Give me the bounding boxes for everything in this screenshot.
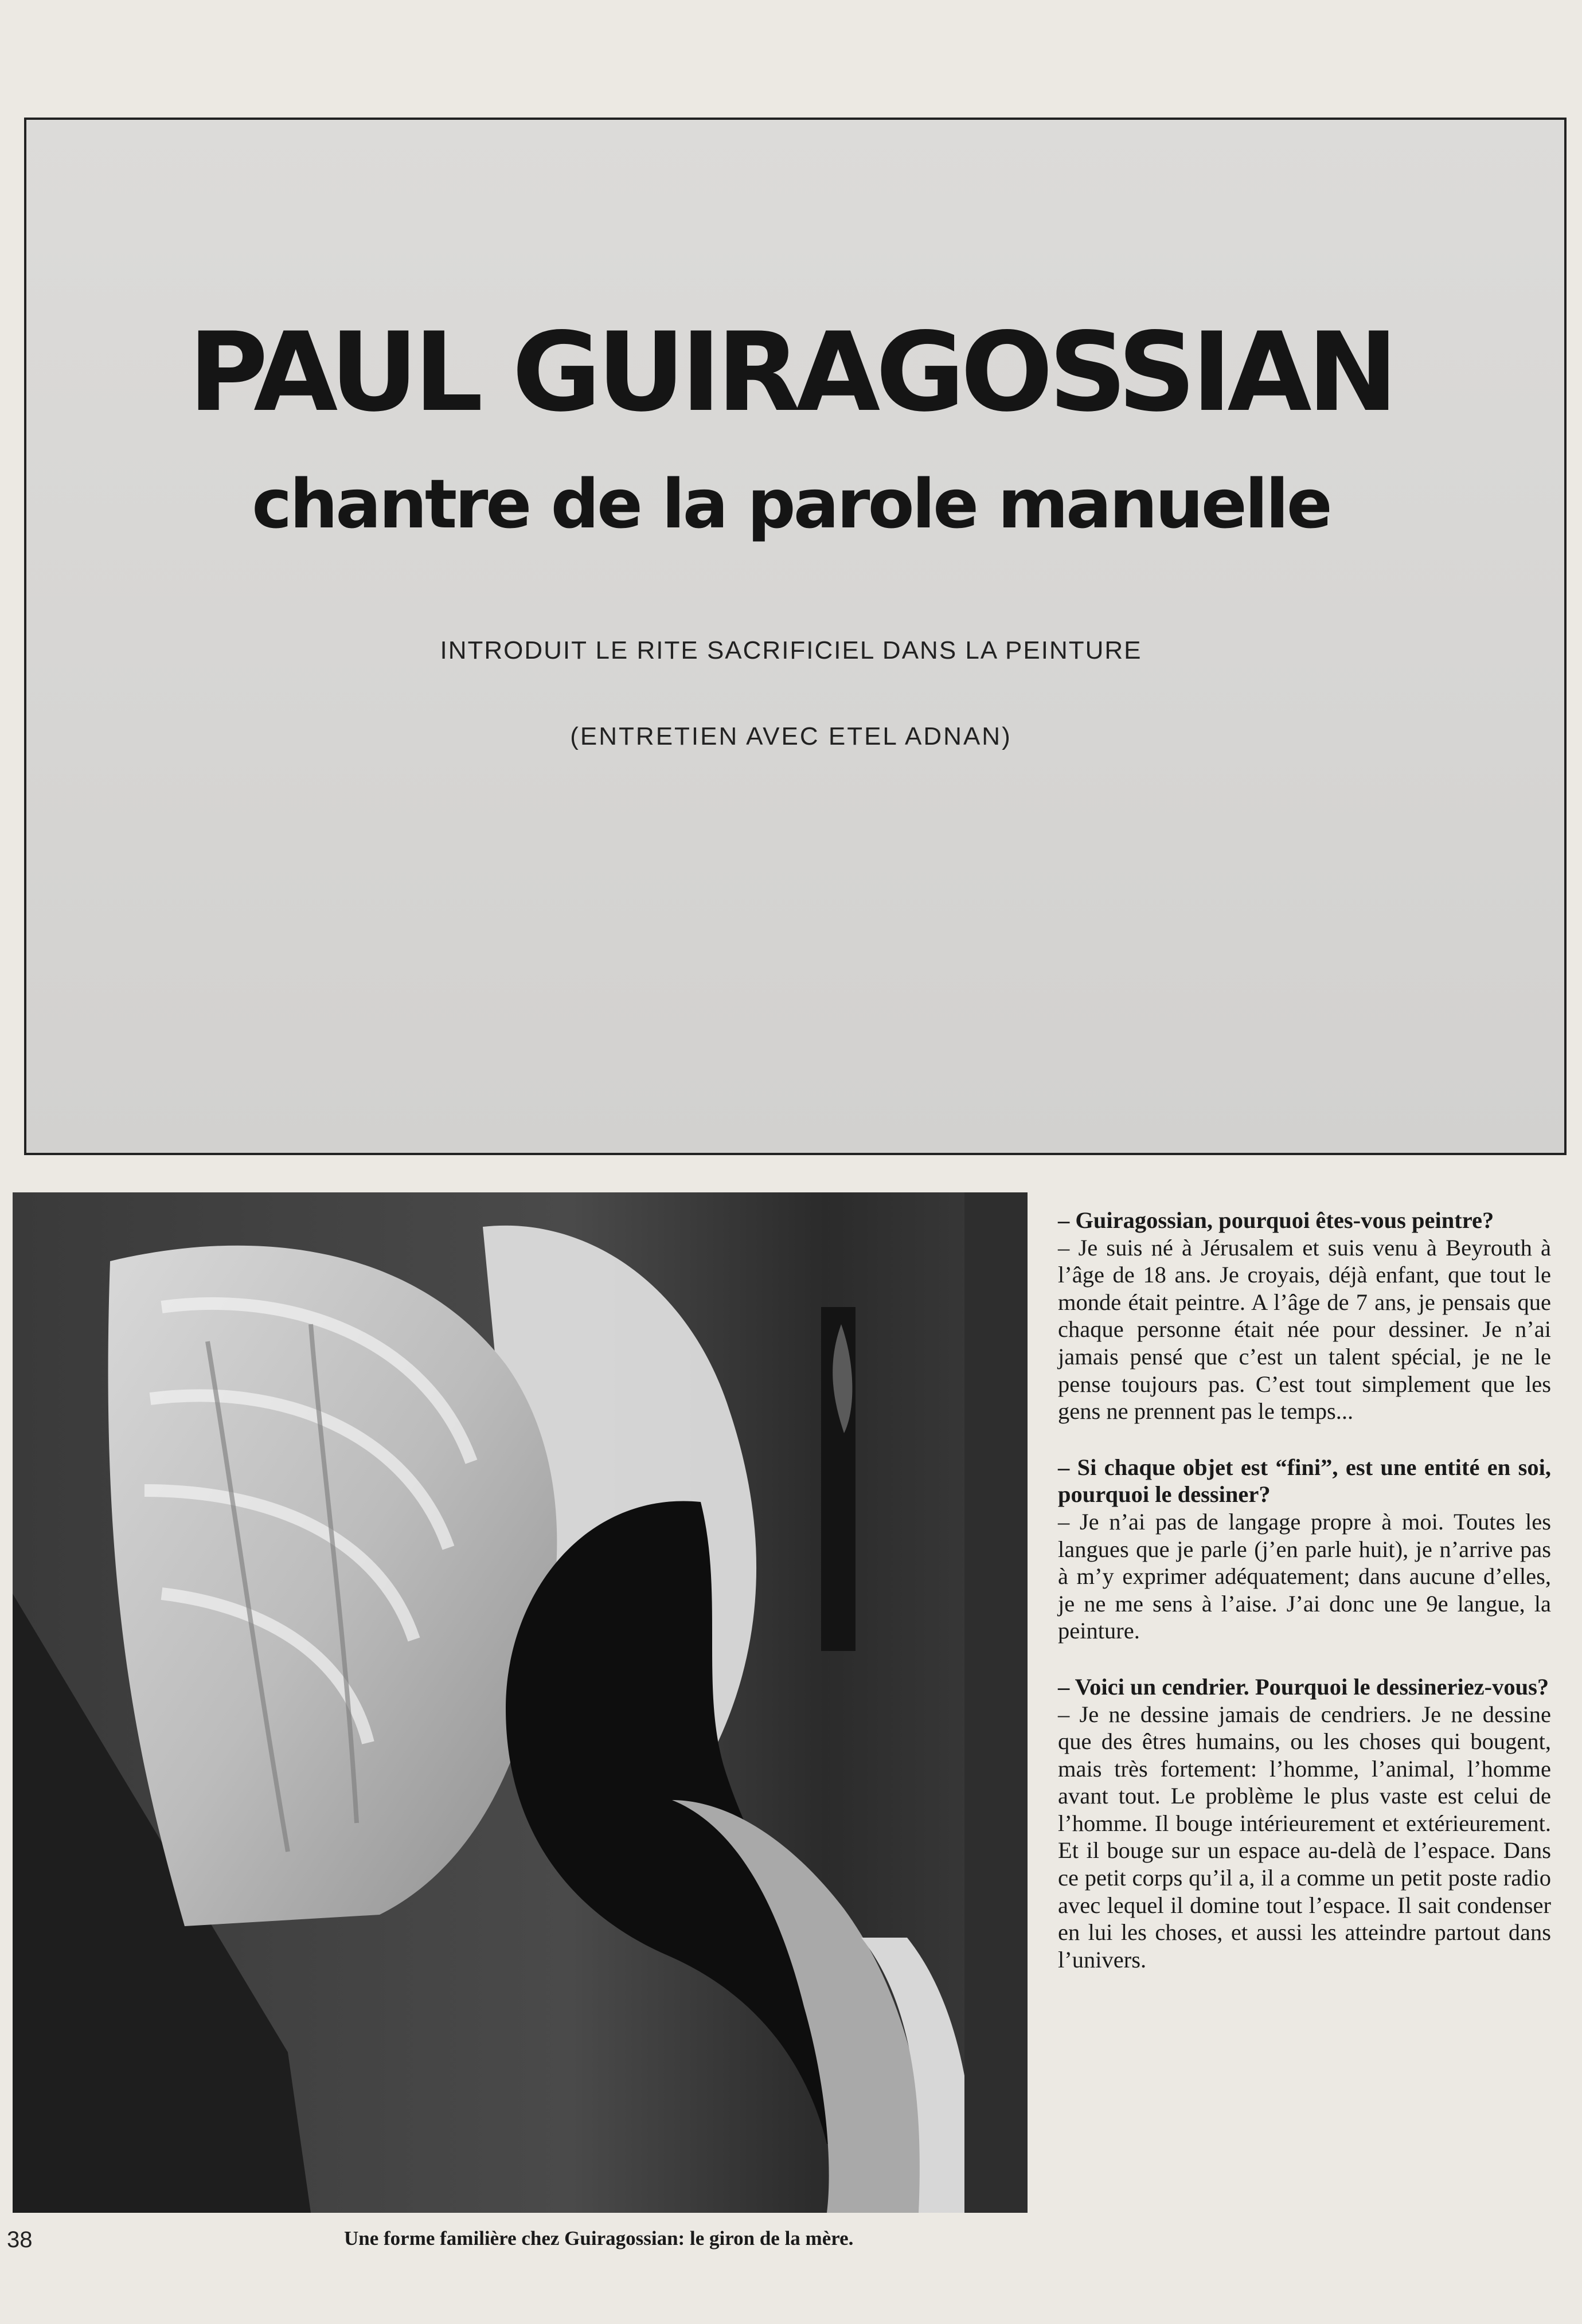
paragraph-gap — [1058, 1645, 1551, 1673]
page-number: 38 — [7, 2227, 33, 2252]
interview-question: – Voici un cendrier. Pourquoi le dessineriez-vous? — [1058, 1673, 1549, 1700]
interview-question: – Guiragossian, pourquoi êtes-vous peintre? — [1058, 1207, 1494, 1233]
painting-illustration — [13, 1192, 1028, 2213]
interview-answer: – Je n’ai pas de langage propre à moi. Toutes les langues que je parle (j’en parle huit), je n’arrive pas à m’y exprimer adéquatement; dans aucune d’elles, je ne me sens à l’aise. J’ai donc une 9e langue, la peinture. — [1058, 1508, 1551, 1644]
photo-caption: Une forme familière chez Guiragossian: le giron de la mère. — [344, 2227, 854, 2249]
painting-photo — [13, 1192, 1028, 2213]
interview-answer: – Je ne dessine jamais de cendriers. Je ne dessine que des êtres humains, ou les choses qui bougent, mais très fortement: l’homme, l’animal, l’homme avant tout. Le problème le plus vaste est celui de l’homme. Il bouge intérieurement et extérieurement. Et il bouge sur un espace au-delà de l’espace. Dans ce petit corps qu’il a, il a comme un petit poste radio avec lequel il domine tout l’espace. Il sait condenser en lui les choses, et aussi les atteindre partout dans l’univers. — [1058, 1701, 1551, 1973]
interview-question: – Si chaque objet est “fini”, est une entité en soi, pourquoi le dessiner? — [1058, 1454, 1551, 1508]
interview-answer: – Je suis né à Jérusalem et suis venu à Beyrouth à l’âge de 18 ans. Je croyais, déjà enfant, que tout le monde était peintre. A l’âge de 7 ans, je pensais que chaque personne était née pour dessiner. Je n’ai jamais pensé que c’est un talent spécial, je ne le pense toujours pas. C’est tout simplement que les gens ne prennent pas le temps... — [1058, 1234, 1551, 1425]
interview-text — [1058, 1207, 1551, 1973]
article-kicker: INTRODUIT LE RITE SACRIFICIEL DANS LA PEINTURE — [440, 636, 1142, 664]
interview-credit: (ENTRETIEN AVEC ETEL ADNAN) — [570, 722, 1012, 750]
article-subtitle: chantre de la parole manuelle — [252, 464, 1330, 543]
paragraph-gap — [1058, 1425, 1551, 1454]
article-title: PAUL GUIRAGOSSIAN — [188, 309, 1394, 436]
